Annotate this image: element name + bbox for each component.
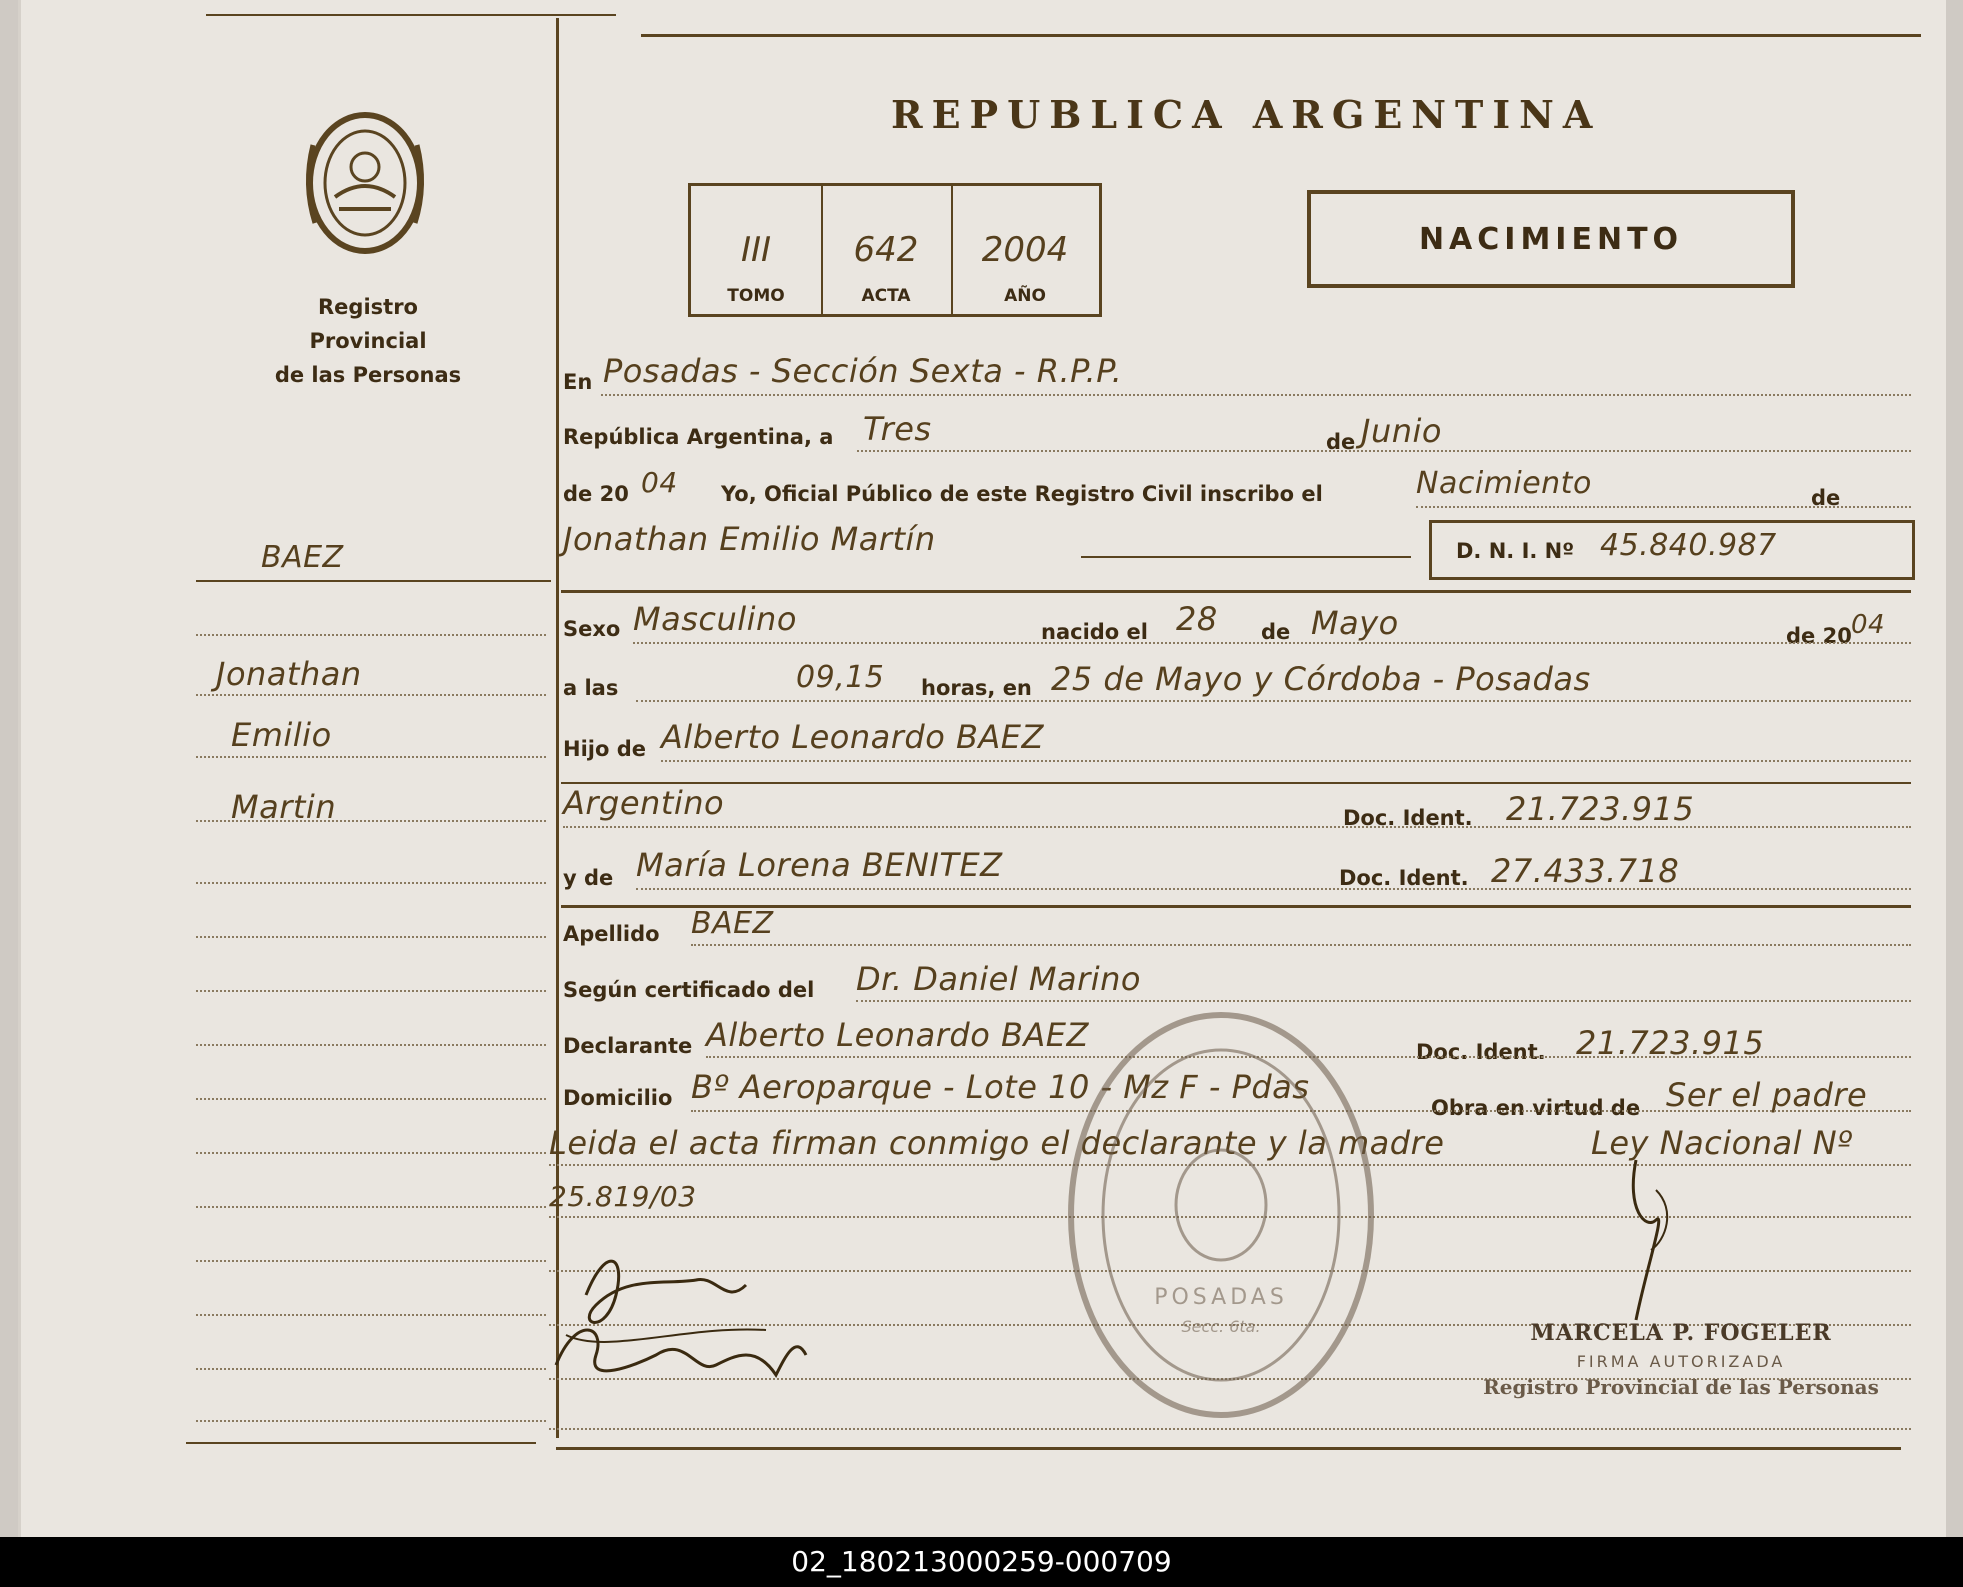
- margin-dotline: [196, 1260, 546, 1262]
- segun-label: Según certificado del: [563, 978, 815, 1002]
- margin-dotline: [196, 1044, 546, 1046]
- republica-label: República Argentina, a: [563, 425, 834, 449]
- margin-dotline: [196, 1098, 546, 1100]
- father-doc: 21.723.915: [1506, 790, 1695, 828]
- official-org: Registro Provincial de las Personas: [1483, 1375, 1879, 1399]
- margin-dotline: [196, 1314, 546, 1316]
- signatures-left: [546, 1235, 866, 1415]
- ley-number: 25.819/03: [549, 1180, 697, 1213]
- declarante-doc: 21.723.915: [1576, 1024, 1765, 1062]
- father-name: Alberto Leonardo BAEZ: [661, 718, 1044, 756]
- act-value: Nacimiento: [1416, 466, 1592, 501]
- father-nationality: Argentino: [563, 784, 725, 822]
- de-label: de: [1326, 430, 1356, 454]
- a-las-label: a las: [563, 676, 619, 700]
- sexo-value: Masculino: [633, 600, 797, 638]
- row-dotline: [601, 394, 1911, 396]
- acta-cell: [821, 186, 953, 314]
- official-block: [1471, 1320, 1891, 1399]
- top-rule-right: [641, 34, 1921, 37]
- stamp-sub: Secc. 6ta.: [1181, 1317, 1261, 1336]
- margin-dotline: [196, 936, 546, 938]
- year-value: 04: [641, 466, 678, 499]
- signature-icon: [1606, 1150, 1696, 1330]
- apellido-value: BAEZ: [691, 906, 774, 941]
- margin-dotline: [196, 756, 546, 758]
- leida-text: Leida el acta firman conmigo el declarante y la madre: [549, 1124, 1445, 1162]
- bottom-rule: [556, 1447, 1901, 1450]
- apellido-label: Apellido: [563, 922, 660, 946]
- document-page: [18, 0, 1946, 1537]
- nacido-label: nacido el: [1041, 620, 1148, 644]
- year-prefix: de 20: [563, 482, 629, 506]
- en-label: En: [563, 370, 593, 394]
- birth-month: Mayo: [1311, 604, 1399, 642]
- acta-label: ACTA: [861, 286, 911, 306]
- dni-box: [1429, 520, 1915, 580]
- signature-icon: [546, 1235, 866, 1415]
- obra-value: Ser el padre: [1666, 1076, 1868, 1114]
- stamp-city: POSADAS: [1154, 1285, 1288, 1310]
- province-seal: [299, 105, 431, 265]
- en-value: Posadas - Sección Sexta - R.P.P.: [603, 352, 1123, 390]
- section-rule: [561, 782, 1911, 784]
- place-value: 25 de Mayo y Córdoba - Posadas: [1051, 660, 1591, 698]
- de-label-2: de: [1811, 486, 1841, 510]
- registry-name-line2: de las Personas: [274, 363, 462, 387]
- tomo-cell: [691, 186, 823, 314]
- officer-text: Yo, Oficial Público de este Registro Civil inscribo el: [721, 482, 1323, 506]
- obra-label: Obra en virtud de: [1431, 1096, 1641, 1120]
- margin-dotline: [196, 634, 546, 636]
- record-type-box: [1307, 190, 1795, 288]
- margin-dotline: [196, 1420, 546, 1422]
- official-title: FIRMA AUTORIZADA: [1576, 1352, 1786, 1371]
- y-de-label: y de: [563, 866, 614, 890]
- doc-ident-label: Doc. Ident.: [1343, 806, 1473, 830]
- doc-ident-label: Doc. Ident.: [1416, 1040, 1546, 1064]
- margin-dotline: [196, 820, 546, 822]
- margin-dotline: [196, 882, 546, 884]
- dni-label: D. N. I. Nº: [1456, 539, 1575, 563]
- row-dotline: [691, 944, 1911, 946]
- ano-value: 2004: [981, 230, 1069, 270]
- sexo-label: Sexo: [563, 617, 621, 641]
- margin-surname-rule: [196, 580, 551, 582]
- official-signature: [1606, 1150, 1696, 1330]
- hijo-label: Hijo de: [563, 737, 646, 761]
- name-rule: [1081, 556, 1411, 558]
- ano-label: AÑO: [1004, 286, 1046, 306]
- row-dotline: [661, 760, 1911, 762]
- row-dotline: [636, 888, 1911, 890]
- ley-text: Ley Nacional Nº: [1591, 1124, 1853, 1162]
- official-stamp: [1061, 1005, 1381, 1425]
- mother-doc: 27.433.718: [1491, 852, 1680, 890]
- record-ref-box: [688, 183, 1102, 317]
- column-divider: [556, 18, 559, 1438]
- domicilio-value: Bº Aeroparque - Lote 10 - Mz F - Pdas: [691, 1068, 1310, 1106]
- margin-given-1: Jonathan: [216, 655, 362, 693]
- doc-ident-label: Doc. Ident.: [1339, 866, 1469, 890]
- month-value: Junio: [1361, 412, 1442, 450]
- declarante-value: Alberto Leonardo BAEZ: [706, 1016, 1089, 1054]
- top-rule-left: [206, 14, 616, 16]
- doctor-value: Dr. Daniel Marino: [856, 960, 1141, 998]
- domicilio-label: Domicilio: [563, 1086, 673, 1110]
- margin-given-2: Emilio: [231, 716, 332, 754]
- official-name: MARCELA P. FOGELER: [1530, 1320, 1832, 1346]
- margin-surname: BAEZ: [261, 540, 344, 575]
- country-title: REPUBLICA ARGENTINA: [891, 92, 1602, 137]
- birth-day: 28: [1176, 600, 1218, 638]
- row-dotline: [857, 450, 1911, 452]
- margin-dotline: [196, 1152, 546, 1154]
- image-caption: 02_180213000259-000709: [0, 1537, 1963, 1587]
- day-value: Tres: [863, 410, 932, 448]
- record-type: NACIMIENTO: [1418, 221, 1684, 257]
- row-dotline: [1416, 506, 1911, 508]
- de-label-3: de: [1261, 620, 1291, 644]
- section-rule: [561, 590, 1911, 593]
- margin-dotline: [196, 1368, 546, 1370]
- tomo-value: III: [740, 230, 772, 270]
- ano-cell: [951, 186, 1099, 314]
- registry-name: [263, 290, 473, 392]
- row-dotline: [549, 1428, 1911, 1430]
- birth-year-prefix: de 20: [1786, 624, 1852, 648]
- birth-year: 04: [1851, 610, 1886, 640]
- declarante-label: Declarante: [563, 1034, 693, 1058]
- row-dotline: [633, 642, 1911, 644]
- margin-dotline: [196, 1206, 546, 1208]
- child-name: Jonathan Emilio Martín: [563, 520, 936, 558]
- margin-bottom-rule: [186, 1442, 536, 1444]
- margin-given-3: Martin: [231, 788, 337, 826]
- row-dotline: [636, 700, 1911, 702]
- row-dotline: [856, 1000, 1911, 1002]
- tomo-label: TOMO: [727, 286, 785, 306]
- stamp-icon: [1061, 1005, 1381, 1425]
- horas-label: horas, en: [921, 676, 1032, 700]
- row-dotline: [563, 826, 1911, 828]
- dni-value: 45.840.987: [1600, 528, 1777, 563]
- margin-dotline: [196, 694, 546, 696]
- registry-name-line1: Registro Provincial: [309, 295, 427, 353]
- mother-name: María Lorena BENITEZ: [636, 846, 1003, 884]
- coat-of-arms-icon: [299, 105, 431, 265]
- margin-dotline: [196, 990, 546, 992]
- acta-value: 642: [853, 230, 919, 270]
- hour-value: 09,15: [796, 660, 885, 695]
